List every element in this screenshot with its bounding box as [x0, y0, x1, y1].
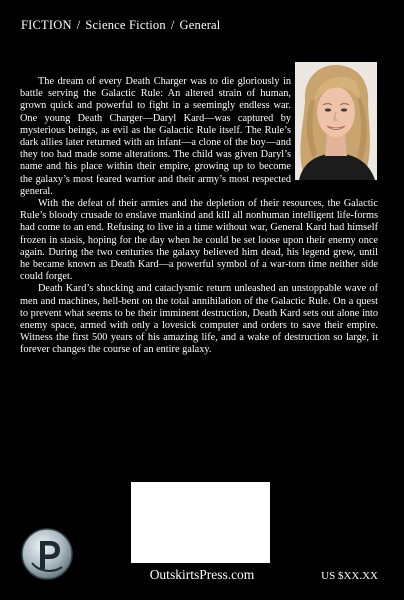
breadcrumb	[21, 18, 220, 33]
breadcrumb-separator: /	[76, 18, 81, 32]
blurb-paragraph: With the defeat of their armies and the depletion of their resources, the Galactic Rule’s bloody crusade to enslave mankind and kill all nonhuman intelligent life-forms had come to an end. Refusing to live in a time without war, General Kard had himself frozen in stasis, hoping for the day when he could be set loose upon their enemy once again. During the two centuries the galaxy believed him dead, his legend grew, until he became known as Death Kard—a powerful symbol of a war-torn time neither side could forget.	[20, 198, 378, 283]
book-blurb	[20, 76, 378, 357]
publisher-website: OutskirtsPress.com	[149, 567, 255, 582]
price-label: US $XX.XX	[321, 570, 378, 582]
blurb-paragraph: The dream of every Death Charger was to die gloriously in battle serving the Galactic Rule: An altered strain of human, grown quick and powerful to fight in a seemingly endless war. One young Death Charger—Daryl Kard—was captured by mysterious beings, as evil as the Galactic Rule itself. The Rule’s dark allies later returned with an infant—a clone of the boy—and they too had made some alterations. The child was given Daryl’s name and his place within their empire, growing up to become the galaxy’s most feared warrior and their army’s most respected general.	[20, 76, 291, 197]
breadcrumb-item-science-fiction: Science Fiction	[85, 18, 166, 32]
photo-wrap-spacer	[291, 76, 378, 180]
breadcrumb-item-general: General	[179, 18, 221, 32]
barcode-placeholder	[131, 482, 270, 563]
blurb-paragraph: Death Kard’s shocking and cataclysmic return unleashed an unstoppable wave of men and machines, hell-bent on the total annihilation of the Galactic Rule. On a quest to prevent what seems to be their imminent destruction, Death Kard sets out alone into enemy space, armed with only a lovesick computer and orders to save their empire. Witness the first 500 years of his amazing life, and a wake of destruction so large, it forever changes the course of an entire galaxy.	[20, 283, 378, 356]
breadcrumb-item-fiction: FICTION	[21, 18, 72, 32]
breadcrumb-separator: /	[170, 18, 175, 32]
